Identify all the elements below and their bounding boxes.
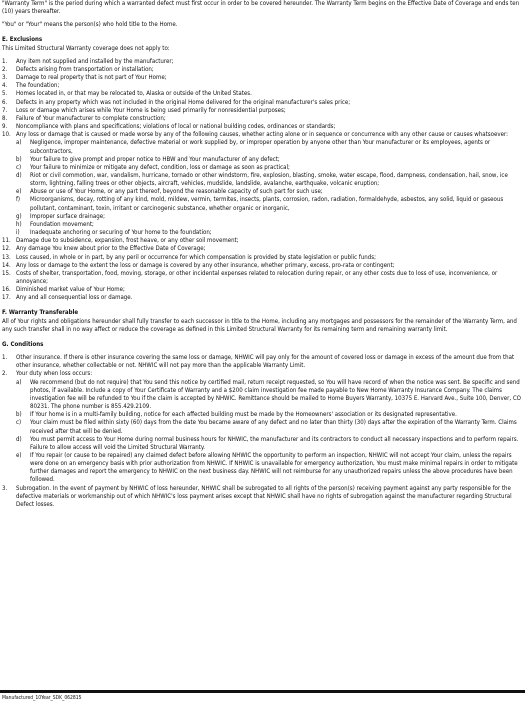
list-item: 3. Damage to real property that is not part of Your Home;: [2, 74, 167, 82]
sub-list-item: c) Your failure to minimize or mitigate any defect, condition, loss or damage as soon as practical;: [16, 163, 290, 171]
list-item: 5. Homes located in, or that may be relocated to, Alaska or outside of the United States.: [2, 90, 252, 98]
exclusions-heading: E. Exclusions: [2, 36, 43, 44]
sub-list-item: i) Inadequate anchoring or securing of Your home to the foundation;: [16, 229, 212, 237]
sub-list-item: c) Your claim must be filed within sixty (60) days from the date You became aware of any defect and no later than thirty (30) days after the expiration of the Warranty Term. Claims received after that will be denied.: [16, 419, 517, 435]
form-code: Manufactured_10Year_SDK_062815: [2, 695, 82, 701]
list-item: 9. Noncompliance with plans and specifications; violations of local or national building codes, ordinances or standards;: [2, 123, 336, 131]
sub-list-item: b) Your failure to give prompt and proper notice to HBW and Your manufacturer of any defect;: [16, 155, 280, 163]
list-item: 2. Defects arising from transportation or installation;: [2, 65, 154, 73]
warranty-term-definition: "Warranty Term" is the period during which a warranted defect must first occur in order to be covered hereunder. The Warranty Term begins on the Effective Date of Coverage and ends ten (10) years thereafter.: [2, 0, 520, 16]
list-item: 1. Any item not supplied and installed by the manufacturer;: [2, 57, 174, 65]
sub-list-item: d) Riot or civil commotion, war, vandalism, hurricane, tornado or other windstorm, fire, explosion, blasting, smoke, water escape, flood, dampness, condensation, hail, snow, ice storm, lightning, falling trees or other objects, aircraft, vehicles, mudslide, landslide, avalanche, earthquake, volcanic eruption;: [16, 171, 508, 188]
list-item: 10. Any loss or damage that is caused or made worse by any of the following causes, whether acting alone or in sequence or concurrence with any other cause or causes whatsoever:: [2, 131, 508, 139]
list-item: 16. Diminished market value of Your Home;: [2, 286, 125, 294]
list-item: 15. Costs of shelter, transportation, food, moving, storage, or other incidental expenses related to relocation during repair, or any other costs due to loss of use, inconvenience, or annoyance;: [2, 269, 498, 285]
warranty-document: [2, 0, 521, 509]
list-item: 12. Any damage You knew about prior to the Effective Date of Coverage;: [2, 245, 206, 253]
exclusions-list: [2, 58, 521, 303]
list-item: 7. Loss or damage which arises while Your Home is being used primarily for nonresidential purposes;: [2, 106, 286, 114]
transferable-text: All of Your rights and obligations hereunder shall fully transfer to each successor in title to the Home, including any mortgages and possessors for the remainder of the Warranty Term, and any such transfer shall in no way affect or reduce the coverage as defined in this Limited Structural Warranty for its remaining term and remaining warranty limit.: [2, 317, 517, 333]
exclusions-lead: This Limited Structural Warranty coverage does not apply to:: [2, 44, 170, 52]
sub-list-item: g) Improper surface drainage;: [16, 212, 105, 220]
list-item: 2. Your duty when loss occurs:: [2, 370, 93, 378]
list-item: 17. Any and all consequential loss or damage.: [2, 294, 133, 302]
list-item: 4. The foundation;: [2, 82, 60, 90]
sub-list-item: a) Negligence, improper maintenance, defective material or work supplied by, or improper operation by anyone other than Your manufacturer or its employees, agents or subcontractors,: [16, 139, 491, 155]
sub-list-item: h) Foundation movement;: [16, 220, 94, 228]
sub-list-item: e) If You repair (or cause to be repaired) any claimed defect before allowing NHWIC the opportunity to perform an inspection, NHWIC will not accept Your claim, unless the repairs were done on an emergency basis with prior authorization from NHWIC. If NHWIC is unavailable for emergency authorization, You must make minimal repairs in order to mitigate further damages and report the emergency to NHWIC on the next business day. NHWIC will not reimburse for any unauthorized repairs unless the above procedures have been followed.: [16, 451, 518, 484]
sub-list-item: f) Microorganisms, decay, rotting of any kind, mold, mildew, vermin, termites, insects, plants, corrosion, radon, radiation, formaldehyde, asbestos, any solid, liquid or gaseous pollutant, contaminant, toxin, irritant or carcinogenic substance, whether organic or inorganic,: [16, 196, 504, 212]
list-item: 11. Damage due to subsidence, expansion, frost heave, or any other soil movement;: [2, 237, 239, 245]
sub-list-item: d) You must permit access to Your Home during normal business hours for NHWIC, the manufacturer and its contractors to conduct all necessary inspections and to perform repairs. Failure to allow access will void the Limited Structural Warranty.: [16, 435, 519, 451]
list-item: 6. Defects in any property which was not included in the original Home delivered for the original manufacturer's sales price;: [2, 98, 351, 106]
conditions-list: [2, 354, 521, 509]
list-item: 3. Subrogation. In the event of payment by NHWIC of loss hereunder, NHWIC shall be subrogated to all rights of the person(s) receiving payment against any party responsible for the defective materials or workmanship out of which NHWIC's loss payment arises except that NHWIC shall have no rights of subrogation against the manufacturer regarding Structural Defect losses.: [2, 484, 512, 508]
list-item: 13. Loss caused, in whole or in part, by any peril or occurrence for which compensation is provided by state legislation or public funds;: [2, 253, 376, 261]
you-definition: "You" or "Your" means the person(s) who hold title to the Home.: [2, 21, 178, 29]
sub-list-item: a) We recommend (but do not require) that You send this notice by certified mail, return receipt requested, so You will have record of when the notice was sent. Be specific and send photos, if available. Include a copy of Your Certificate of Warranty and a $200 claim investigation fee made payable to New Home Warranty Insurance Company. The claims investigation fee will be refunded to You if the claim is accepted by NHWIC. Remittance should be mailed to Home Buyers Warranty, 10375 E. Harvard Ave., Suite 100, Denver, CO 80231. The phone number is 855.429.2109.: [16, 378, 521, 411]
sub-list-item: e) Abuse or use of Your Home, or any part thereof, beyond the reasonable capacity of such part for such use;: [16, 188, 323, 196]
footer-rule: [0, 690, 525, 693]
list-item: 8. Failure of Your manufacturer to complete construction;: [2, 114, 166, 122]
list-item: 14. Any loss or damage to the extent the loss or damage is covered by any other insurance, whether primary, excess, pro-rata or contingent;: [2, 261, 395, 269]
sub-list-item: b) If Your home is in a multi-family building, notice for each affected building must be made by the Homeowners' association or its designated representative.: [16, 411, 457, 419]
transferable-heading: F. Warranty Transferable: [2, 309, 79, 317]
conditions-heading: G. Conditions: [2, 340, 44, 348]
list-item: 1. Other insurance. If there is other insurance covering the same loss or damage, NHWIC will pay only for the amount of covered loss or damage in excess of the amount due from that other insurance, whether collectable or not. NHWIC will not pay more than the applicable Warranty Limit.: [2, 354, 515, 370]
